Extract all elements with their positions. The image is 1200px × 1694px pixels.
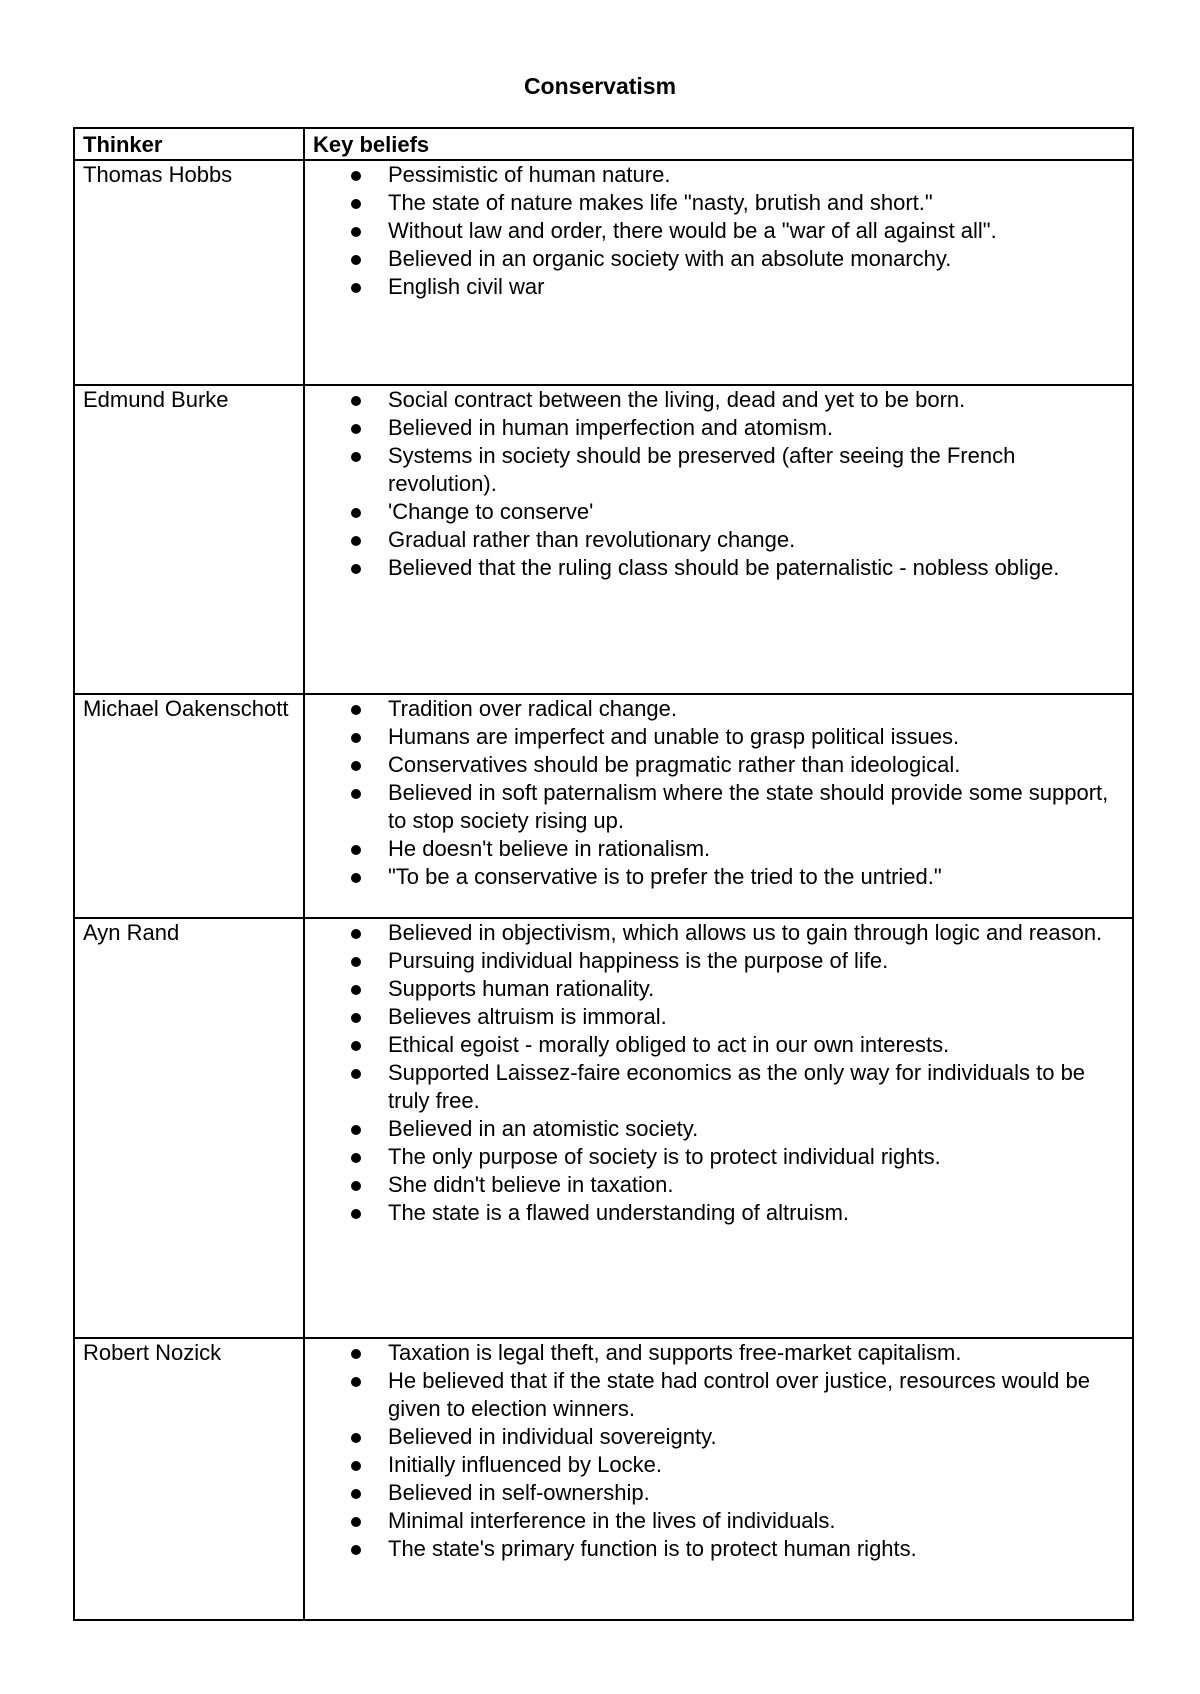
- belief-item: 'Change to conserve': [347, 498, 1112, 526]
- page-title: Conservatism: [523, 73, 677, 99]
- bullet-icon: [351, 845, 361, 855]
- beliefs-cell: [304, 385, 1133, 694]
- belief-item: Without law and order, there would be a "war of all against all".: [347, 217, 1112, 245]
- belief-item: Believed in an atomistic society.: [347, 1115, 1112, 1143]
- thinker-cell: [74, 160, 304, 385]
- bullet-icon: [351, 227, 361, 237]
- header-thinker: Thinker: [74, 128, 304, 160]
- belief-item: Believed in soft paternalism where the state should provide some support, to stop society rising up.: [347, 779, 1112, 835]
- belief-item: Believed in objectivism, which allows us to gain through logic and reason.: [347, 919, 1112, 947]
- belief-item: Believed that the ruling class should be paternalistic - nobless oblige.: [347, 554, 1112, 582]
- belief-item: Supported Laissez-faire economics as the only way for individuals to be truly free.: [347, 1059, 1112, 1115]
- belief-item: Believed in an organic society with an absolute monarchy.: [347, 245, 1112, 273]
- belief-list: [305, 161, 1132, 301]
- belief-item: "To be a conservative is to prefer the tried to the untried.": [347, 863, 1112, 891]
- belief-item: He doesn't believe in rationalism.: [347, 835, 1112, 863]
- belief-item: Systems in society should be preserved (after seeing the French revolution).: [347, 442, 1112, 498]
- belief-item: Conservatives should be pragmatic rather than ideological.: [347, 751, 1112, 779]
- beliefs-cell: [304, 160, 1133, 385]
- bullet-icon: [351, 1069, 361, 1079]
- belief-item: Supports human rationality.: [347, 975, 1112, 1003]
- belief-item: Believed in human imperfection and atomism.: [347, 414, 1112, 442]
- belief-item: Minimal interference in the lives of individuals.: [347, 1507, 1112, 1535]
- bullet-icon: [351, 1181, 361, 1191]
- bullet-icon: [351, 789, 361, 799]
- bullet-icon: [351, 1545, 361, 1555]
- thinker-cell: [74, 1338, 304, 1620]
- belief-list: [305, 1339, 1132, 1563]
- thinker-name: Thomas Hobbs: [83, 162, 233, 187]
- bullet-icon: [351, 255, 361, 265]
- table-row: [74, 694, 1133, 918]
- belief-list: [305, 919, 1132, 1227]
- bullet-icon: [351, 199, 361, 209]
- thinker-cell: [74, 385, 304, 694]
- belief-item: He believed that if the state had control over justice, resources would be given to election winners.: [347, 1367, 1112, 1423]
- table-row: [74, 160, 1133, 385]
- bullet-icon: [351, 536, 361, 546]
- belief-item: English civil war: [347, 273, 1112, 301]
- header-key-beliefs: Key beliefs: [304, 128, 1133, 160]
- belief-item: The state of nature makes life "nasty, brutish and short.": [347, 189, 1112, 217]
- bullet-icon: [351, 929, 361, 939]
- bullet-icon: [351, 873, 361, 883]
- bullet-icon: [351, 733, 361, 743]
- bullet-icon: [351, 1013, 361, 1023]
- belief-item: Believed in self-ownership.: [347, 1479, 1112, 1507]
- belief-item: The state's primary function is to protect human rights.: [347, 1535, 1112, 1563]
- bullet-icon: [351, 1489, 361, 1499]
- bullet-icon: [351, 705, 361, 715]
- belief-item: She didn't believe in taxation.: [347, 1171, 1112, 1199]
- beliefs-cell: [304, 694, 1133, 918]
- bullet-icon: [351, 1433, 361, 1443]
- thinker-name: Michael Oakenschott: [83, 696, 289, 721]
- belief-item: Taxation is legal theft, and supports free-market capitalism.: [347, 1339, 1112, 1367]
- belief-item: The state is a flawed understanding of altruism.: [347, 1199, 1112, 1227]
- belief-item: Initially influenced by Locke.: [347, 1451, 1112, 1479]
- bullet-icon: [351, 1125, 361, 1135]
- thinker-cell: [74, 918, 304, 1338]
- bullet-icon: [351, 1377, 361, 1387]
- bullet-icon: [351, 1209, 361, 1219]
- beliefs-cell: [304, 918, 1133, 1338]
- belief-item: Tradition over radical change.: [347, 695, 1112, 723]
- beliefs-cell: [304, 1338, 1133, 1620]
- bullet-icon: [351, 985, 361, 995]
- thinker-name: Ayn Rand: [83, 920, 180, 945]
- bullet-icon: [351, 957, 361, 967]
- bullet-icon: [351, 761, 361, 771]
- belief-item: Pessimistic of human nature.: [347, 161, 1112, 189]
- thinker-name: Edmund Burke: [83, 387, 229, 412]
- belief-item: Believes altruism is immoral.: [347, 1003, 1112, 1031]
- bullet-icon: [351, 1461, 361, 1471]
- bullet-icon: [351, 564, 361, 574]
- belief-item: Gradual rather than revolutionary change.: [347, 526, 1112, 554]
- bullet-icon: [351, 1153, 361, 1163]
- belief-list: [305, 695, 1132, 891]
- belief-item: Pursuing individual happiness is the purpose of life.: [347, 947, 1112, 975]
- belief-item: Social contract between the living, dead and yet to be born.: [347, 386, 1112, 414]
- belief-list: [305, 386, 1132, 582]
- bullet-icon: [351, 1517, 361, 1527]
- bullet-icon: [351, 1041, 361, 1051]
- bullet-icon: [351, 1349, 361, 1359]
- table-row: [74, 1338, 1133, 1620]
- table-header-row: [74, 128, 1133, 160]
- bullet-icon: [351, 396, 361, 406]
- thinker-cell: [74, 694, 304, 918]
- bullet-icon: [351, 171, 361, 181]
- table-row: [74, 918, 1133, 1338]
- belief-item: Humans are imperfect and unable to grasp political issues.: [347, 723, 1112, 751]
- belief-item: The only purpose of society is to protect individual rights.: [347, 1143, 1112, 1171]
- bullet-icon: [351, 508, 361, 518]
- belief-item: Ethical egoist - morally obliged to act in our own interests.: [347, 1031, 1112, 1059]
- thinkers-table: [73, 127, 1134, 1621]
- thinker-name: Robert Nozick: [83, 1340, 222, 1365]
- belief-item: Believed in individual sovereignty.: [347, 1423, 1112, 1451]
- bullet-icon: [351, 424, 361, 434]
- bullet-icon: [351, 452, 361, 462]
- table-row: [74, 385, 1133, 694]
- bullet-icon: [351, 283, 361, 293]
